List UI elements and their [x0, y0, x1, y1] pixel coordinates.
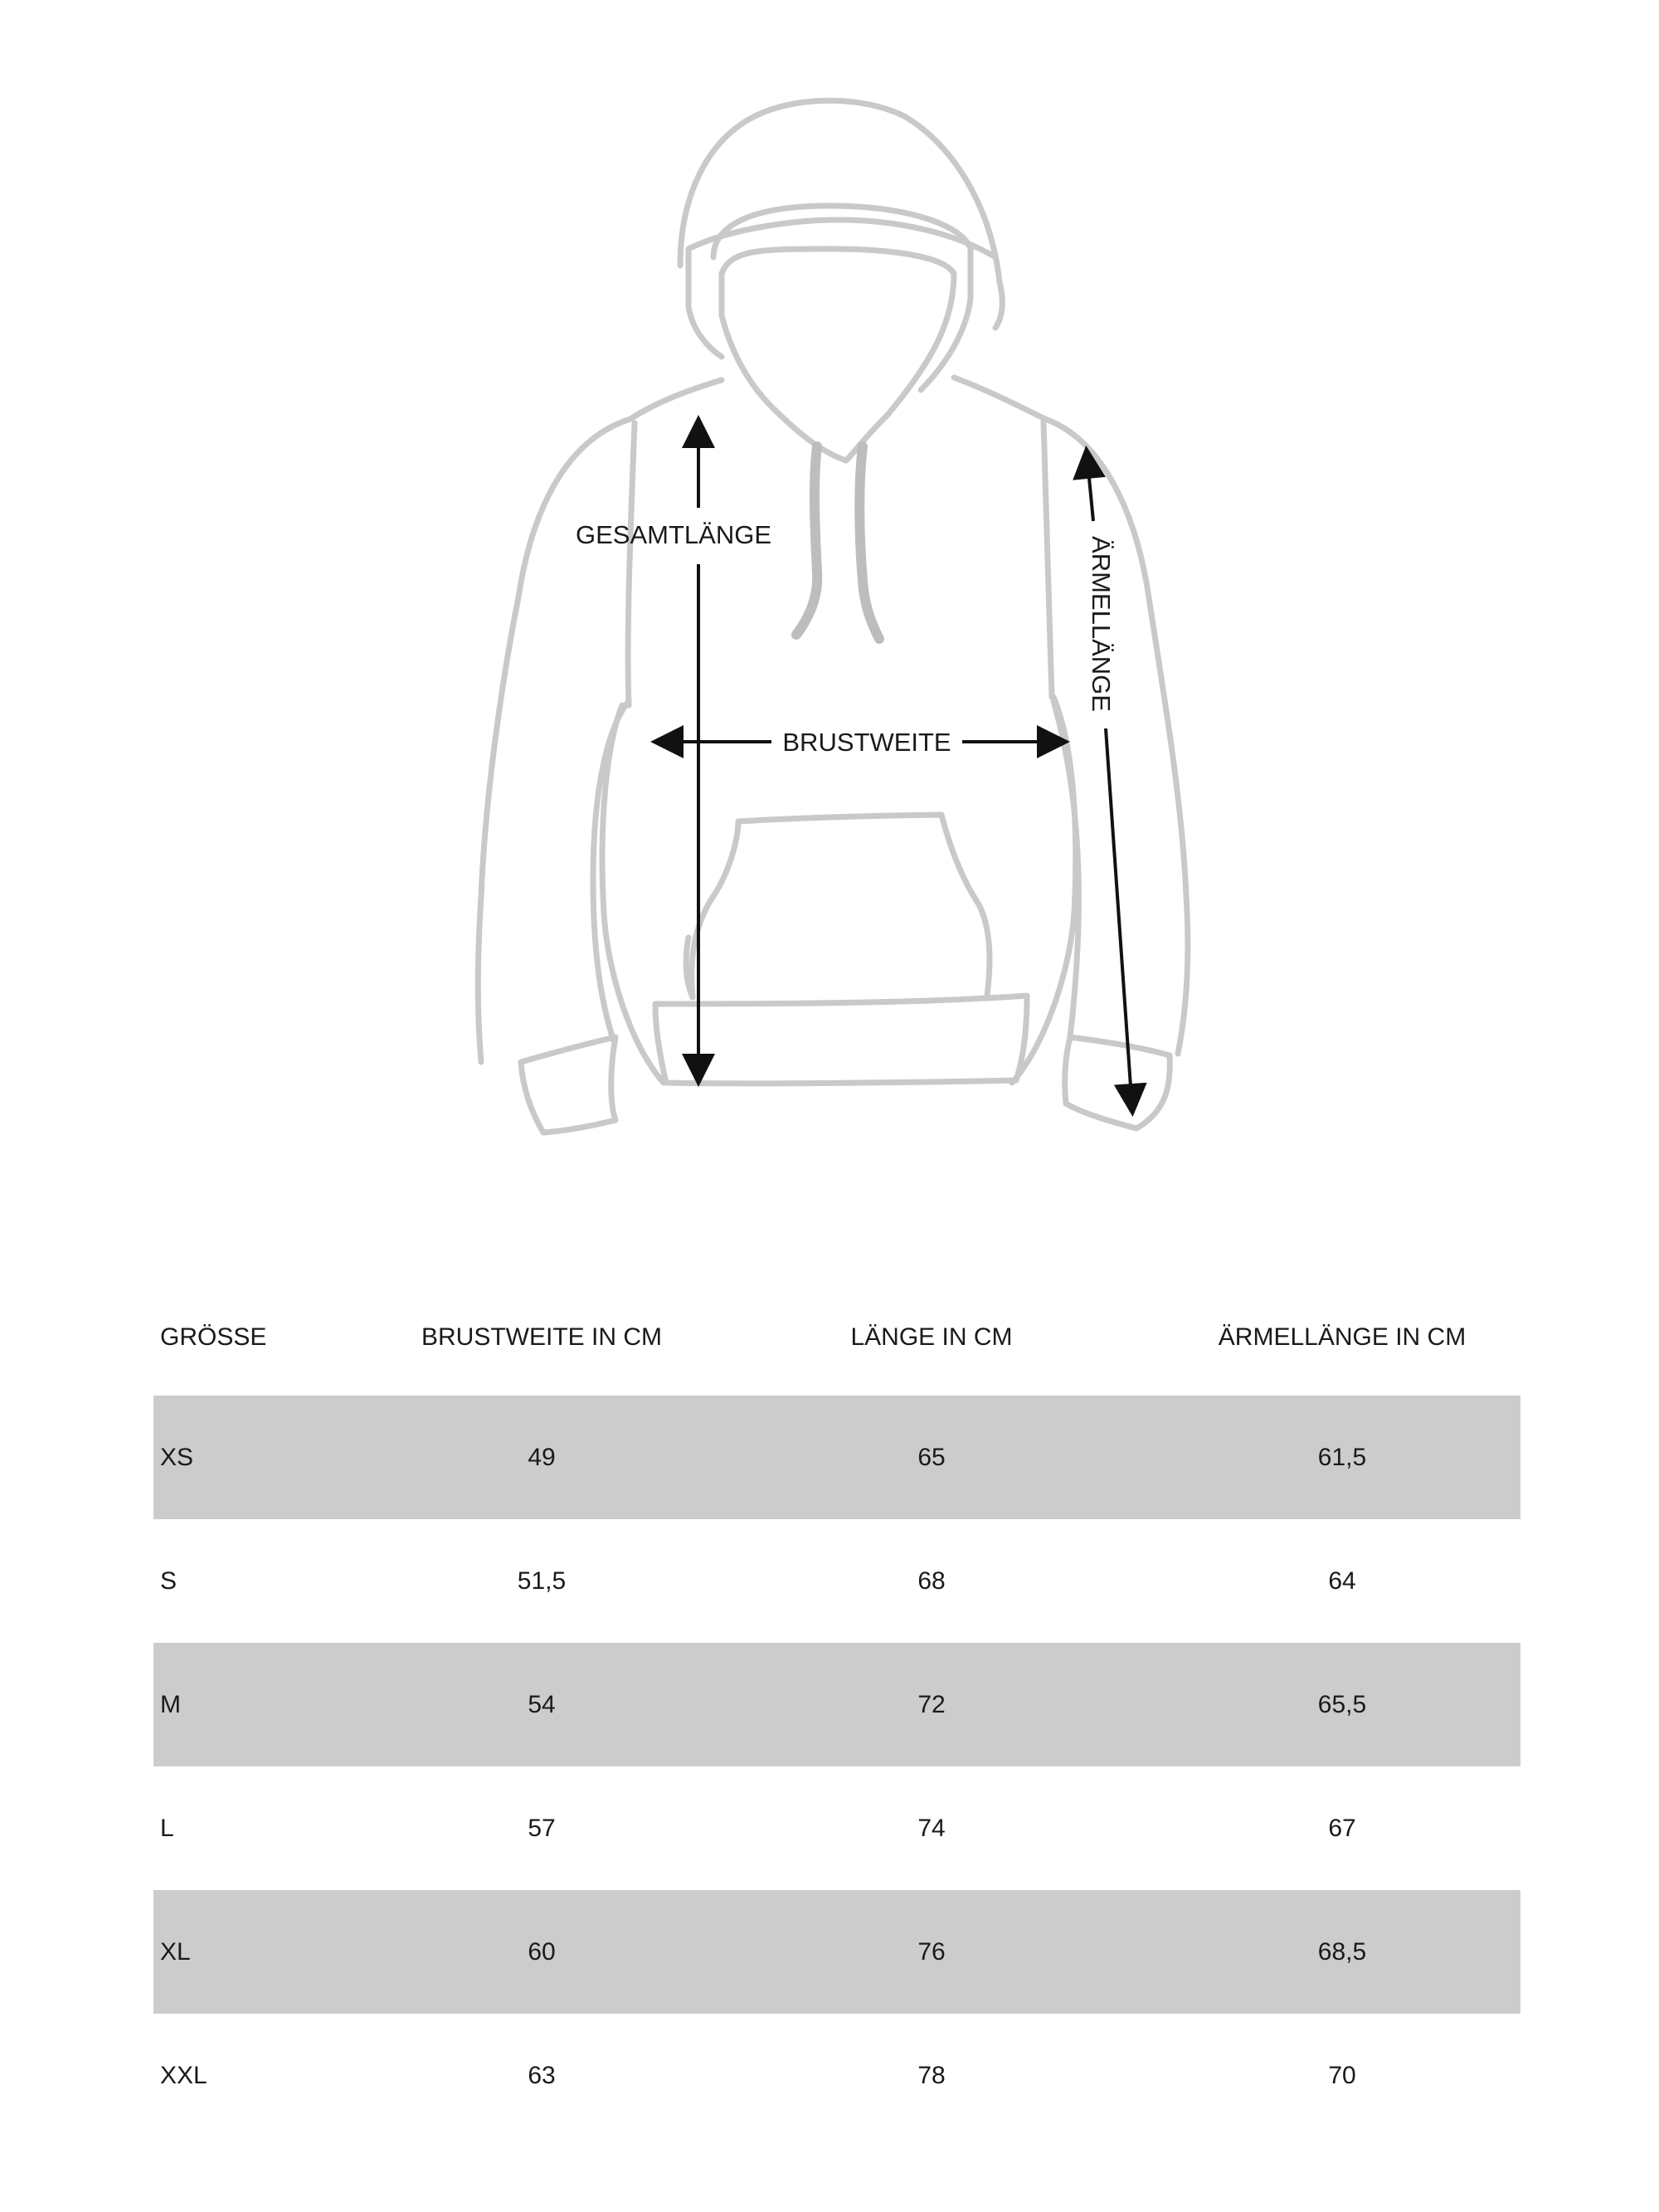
cell-chest: 63: [528, 2061, 556, 2089]
cell-sleeve: 70: [1328, 2061, 1356, 2089]
table-row: [153, 1519, 1520, 1643]
drawstrings: [796, 446, 879, 639]
cell-length: 65: [699, 1396, 1164, 1519]
cell-chest: 51,5: [517, 1566, 567, 1595]
table-row: [153, 1396, 1520, 1519]
cell-size: M: [153, 1643, 384, 1766]
table-row: [153, 1643, 1520, 1766]
right-drawstring: [859, 446, 879, 639]
cell-size: XS: [153, 1396, 384, 1519]
table-row: [153, 1766, 1520, 1890]
cell-sleeve: 65,5: [1164, 1643, 1520, 1766]
cell-chest: 49: [384, 1396, 699, 1519]
hoodie-outline: [478, 100, 1188, 1133]
cell-length: 72: [699, 1643, 1164, 1766]
header-size: GRÖSSE: [160, 1323, 267, 1351]
cell-length: 76: [699, 1890, 1164, 2014]
cell-chest: 60: [384, 1890, 699, 2014]
face-opening: [722, 249, 954, 460]
cell-size: XXL: [160, 2061, 207, 2089]
left-cuff: [521, 1037, 615, 1133]
header-length: LÄNGE IN CM: [850, 1323, 1013, 1351]
header-sleeve: ÄRMELLÄNGE IN CM: [1218, 1323, 1467, 1351]
table-header-row: [153, 1279, 1520, 1396]
chest-width-label: BRUSTWEITE: [782, 728, 951, 757]
cell-sleeve: 61,5: [1164, 1396, 1520, 1519]
left-body-seam: [628, 423, 635, 705]
cell-size: S: [160, 1566, 178, 1595]
cell-sleeve: 64: [1328, 1566, 1356, 1595]
left-drawstring: [796, 446, 817, 635]
total-length-label: GESAMTLÄNGE: [576, 520, 771, 549]
right-body-seam: [1044, 421, 1052, 697]
right-cuff: [1065, 1037, 1170, 1128]
cell-chest: 57: [528, 1814, 556, 1842]
cell-sleeve: 67: [1328, 1814, 1356, 1842]
table-row: [153, 1890, 1520, 2014]
sleeve-length-label: ÄRMELLÄNGE: [1087, 536, 1116, 712]
hood-inner-left: [688, 249, 722, 357]
cell-sleeve: 68,5: [1164, 1890, 1520, 2014]
size-table: [153, 1279, 1520, 2137]
cell-length: 78: [917, 2061, 946, 2089]
cell-size: L: [160, 1814, 174, 1842]
kangaroo-pocket: [692, 815, 990, 997]
table-row: [153, 2014, 1520, 2137]
cell-length: 74: [917, 1814, 946, 1842]
cell-size: XL: [153, 1890, 384, 2014]
sleeve-length-arrow-top: [1087, 452, 1093, 521]
cell-chest: 54: [384, 1643, 699, 1766]
sleeve-length-arrow-bottom: [1106, 728, 1132, 1110]
waistband: [655, 996, 1027, 1084]
header-chest: BRUSTWEITE IN CM: [421, 1323, 662, 1351]
cell-length: 68: [917, 1566, 946, 1595]
